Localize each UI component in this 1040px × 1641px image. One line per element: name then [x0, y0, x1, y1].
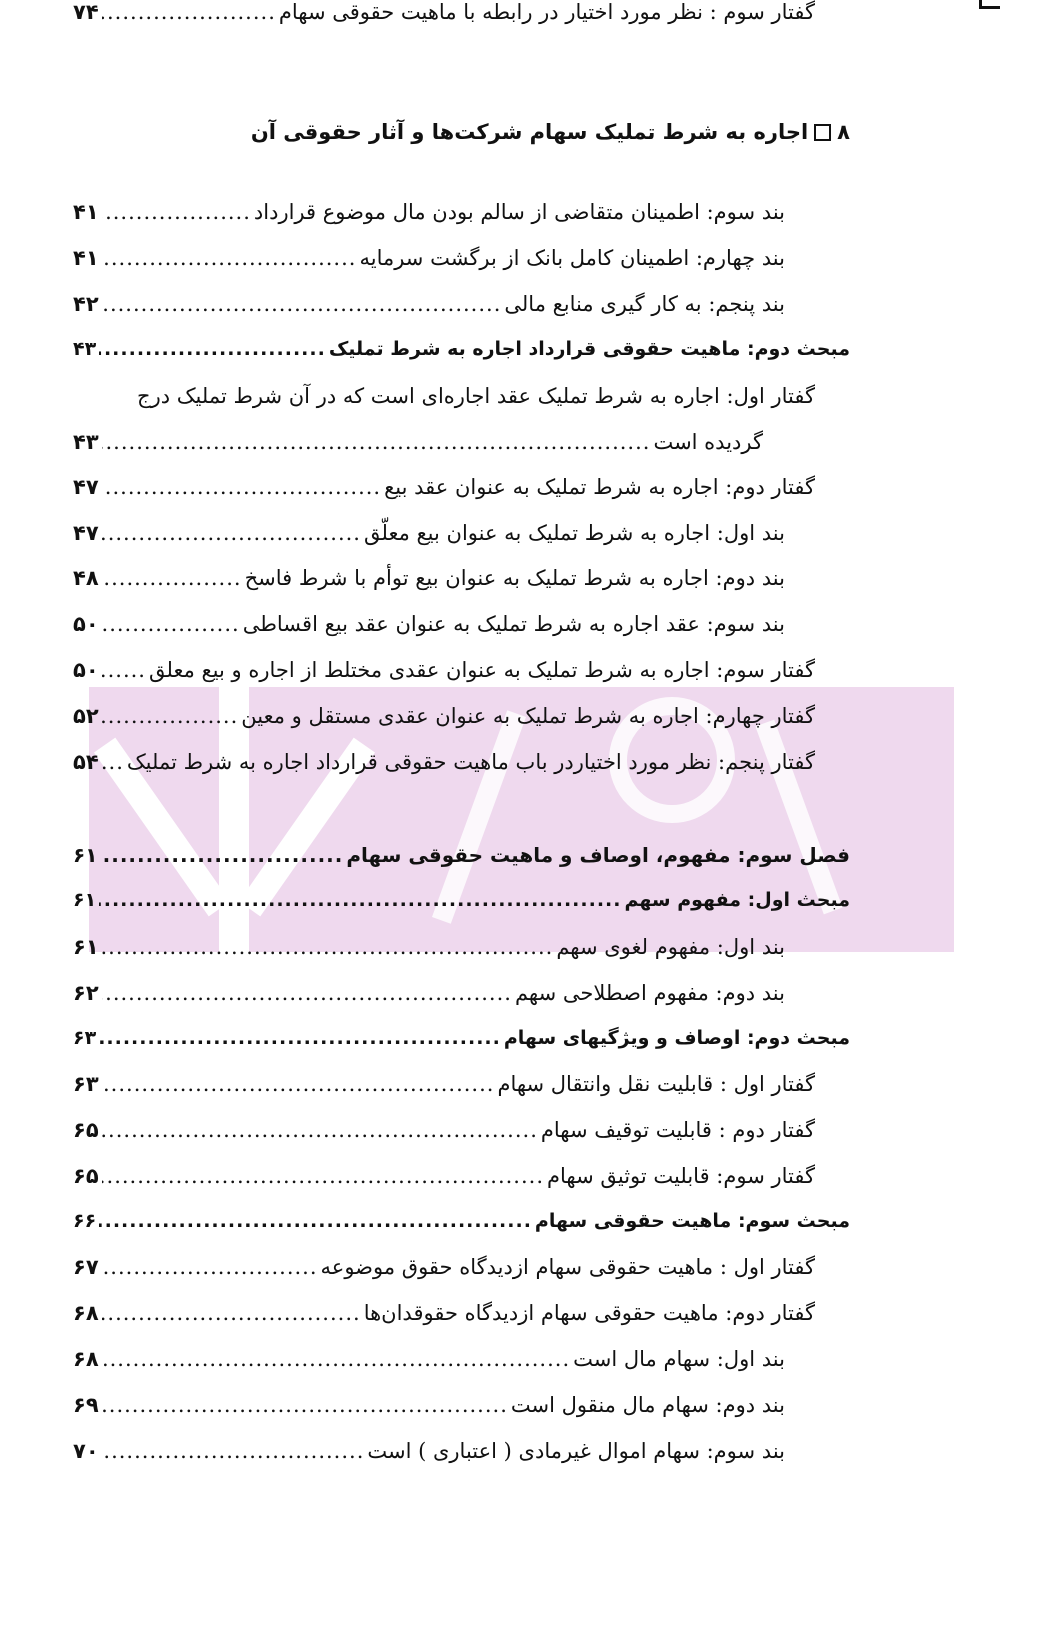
dot-leader	[102, 1118, 538, 1142]
toc-entry[interactable]	[73, 200, 785, 240]
toc-page-number: ۶۱	[73, 935, 99, 959]
toc-entry-title: بند سوم: سهام اموال غیرمادی ( اعتباری ) است	[367, 1439, 785, 1463]
toc-entry[interactable]	[73, 1027, 850, 1067]
toc-entry-title: گفتار سوم: اجاره به شرط تملیک به عنوان عقدی مختلط از اجاره و بیع معلق	[148, 658, 815, 682]
dot-leader	[102, 1072, 495, 1096]
dot-leader	[100, 843, 343, 867]
dot-leader	[99, 1210, 532, 1232]
toc-entry[interactable]	[73, 658, 815, 698]
toc-entry-title: مبحث دوم: ماهیت حقوقی قرارداد اجاره به شرط تملیک	[328, 338, 850, 360]
toc-page-number: ۶۳	[73, 1027, 97, 1049]
toc-entry-title: مبحث اول: مفهوم سهم	[624, 889, 850, 911]
dot-leader	[102, 430, 651, 454]
dot-leader	[102, 704, 239, 728]
toc-page-number: ۴۱	[73, 246, 99, 270]
toc-entry[interactable]	[73, 1118, 815, 1158]
running-header	[251, 120, 850, 144]
dot-leader	[102, 246, 357, 270]
toc-page-number: ۴۷	[73, 521, 99, 545]
toc-entry[interactable]	[73, 612, 785, 652]
toc-page-number: ۶۹	[73, 1393, 99, 1417]
dot-leader	[102, 1347, 571, 1371]
toc-entry[interactable]	[73, 1255, 815, 1295]
toc-entry[interactable]	[73, 246, 785, 286]
toc-page-number: ۶۷	[73, 1255, 99, 1279]
toc-entry-title: گردیده است	[653, 430, 763, 454]
toc-entry-title: بند اول: سهام مال است	[573, 1347, 785, 1371]
toc-entry[interactable]	[73, 475, 815, 515]
toc-page-number: ۴۱	[73, 200, 99, 224]
dot-leader	[102, 0, 276, 24]
toc-page-number: ۵۴	[73, 750, 99, 774]
toc-entry[interactable]	[73, 1439, 785, 1479]
toc-entry-title: بند چهارم: اطمینان کامل بانک از برگشت سرمایه	[359, 246, 785, 270]
toc-page-number: ۴۷	[73, 475, 99, 499]
toc-entry-title: گفتار دوم : قابلیت توقیف سهام	[540, 1118, 815, 1142]
toc-page-number: ۴۲	[73, 292, 99, 316]
toc-entry-title: گفتار دوم: ماهیت حقوقی سهام ازدیدگاه حقوقدان‌ها	[363, 1301, 815, 1325]
dot-leader	[99, 338, 326, 360]
toc-entry[interactable]	[73, 430, 763, 470]
toc-entry-title: بند دوم: سهام مال منقول است	[510, 1393, 785, 1417]
toc-entry[interactable]	[73, 1347, 785, 1387]
toc-entry[interactable]	[73, 566, 785, 606]
toc-entry-title: بند دوم: اجاره به شرط تملیک به عنوان بیع توأم با شرط فاسخ	[244, 566, 785, 590]
dot-leader	[99, 1027, 501, 1049]
toc-page-number: ۶۳	[73, 1072, 99, 1096]
toc-entry[interactable]	[73, 889, 850, 929]
dot-leader	[99, 889, 621, 911]
page-corner-mark	[979, 0, 1000, 9]
toc-page-number: ۶۶	[73, 1210, 97, 1232]
toc-entry[interactable]	[73, 935, 785, 975]
toc-entry[interactable]	[73, 981, 785, 1021]
toc-entry-title: بند سوم: اطمینان متقاضی از سالم بودن مال موضوع قرارداد	[253, 200, 785, 224]
toc-entry-title: گفتار پنجم: نظر مورد اختیاردر باب ماهیت حقوقی قرارداد اجاره به شرط تملیک	[126, 750, 815, 774]
toc-page-number: ۶۵	[73, 1118, 99, 1142]
toc-page-number: ۷۴	[73, 0, 99, 24]
dot-leader	[102, 200, 251, 224]
dot-leader	[102, 292, 502, 316]
dot-leader	[102, 1301, 361, 1325]
dot-leader	[102, 566, 242, 590]
toc-page-number: ۴۸	[73, 566, 99, 590]
toc-entry-title: مبحث سوم: ماهیت حقوقی سهام	[534, 1210, 850, 1232]
dot-leader	[102, 1439, 365, 1463]
toc-page-number: ۵۰	[73, 612, 99, 636]
toc-page-number: ۶۵	[73, 1164, 99, 1188]
dot-leader	[102, 935, 554, 959]
toc-page-number: ۵۰	[73, 658, 99, 682]
toc-entry[interactable]	[73, 1164, 815, 1204]
toc-page-number: ۶۱	[73, 843, 98, 867]
toc-entry[interactable]	[73, 1210, 850, 1250]
toc-page-number: ۶۸	[73, 1347, 99, 1371]
dot-leader	[102, 1164, 544, 1188]
toc-entry[interactable]	[73, 704, 815, 744]
dot-leader	[102, 612, 240, 636]
toc-entry-title: بند پنجم: به کار گیری منابع مالی	[504, 292, 785, 316]
toc-entry[interactable]	[73, 292, 785, 332]
toc-page-number: ۶۱	[73, 889, 97, 911]
toc-page-number: ۶۸	[73, 1301, 99, 1325]
dot-leader	[102, 475, 381, 499]
toc-entry-title: مبحث دوم: اوصاف و ویژگیهای سهام	[503, 1027, 850, 1049]
toc-entry[interactable]	[73, 338, 850, 378]
toc-entry-title: بند اول: مفهوم لغوی سهم	[556, 935, 785, 959]
toc-entry[interactable]	[73, 1393, 785, 1433]
toc-entry[interactable]	[73, 843, 850, 883]
toc-entry[interactable]	[73, 1072, 815, 1112]
dot-leader	[102, 981, 512, 1005]
toc-entry-title: بند اول: اجاره به شرط تملیک به عنوان بیع معلّق	[363, 521, 785, 545]
toc-entry[interactable]	[73, 1301, 815, 1341]
toc-entry-title: گفتار اول : قابلیت نقل وانتقال سهام	[497, 1072, 815, 1096]
toc-page-number: ۴۳	[73, 338, 97, 360]
toc-entry[interactable]	[73, 750, 815, 790]
toc-entry-title: گفتار چهارم: اجاره به شرط تملیک به عنوان عقدی مستقل و معین	[241, 704, 815, 728]
toc-page-number: ۵۲	[73, 704, 99, 728]
toc-entry-title: گفتار اول : ماهیت حقوقی سهام ازدیدگاه حقوق موضوعه	[320, 1255, 815, 1279]
toc-entry-title: گفتار سوم : نظر مورد اختیار در رابطه با ماهیت حقوقی سهام	[278, 0, 815, 24]
dot-leader	[102, 750, 124, 774]
dot-leader	[102, 1393, 508, 1417]
dot-leader	[102, 1255, 318, 1279]
toc-entry-line: گفتار اول: اجاره به شرط تملیک عقد اجاره‌ای است که در آن شرط تملیک درج	[137, 384, 815, 408]
dot-leader	[102, 521, 361, 545]
square-bullet-icon	[814, 124, 831, 141]
dot-leader	[102, 658, 146, 682]
toc-entry-title: گفتار دوم: اجاره به شرط تملیک به عنوان عقد بیع	[384, 475, 815, 499]
book-title: اجاره به شرط تملیک سهام شرکت‌ها و آثار حقوقی آن	[250, 120, 809, 144]
toc-entry-title: بند دوم: مفهوم اصطلاحی سهم	[514, 981, 785, 1005]
toc-page-number: ۶۲	[73, 981, 99, 1005]
toc-page-number: ۴۳	[73, 430, 99, 454]
toc-entry-title: فصل سوم: مفهوم، اوصاف و ماهیت حقوقی سهام	[346, 843, 850, 867]
toc-entry-title: گفتار سوم: قابلیت توثیق سهام	[547, 1164, 815, 1188]
toc-entry[interactable]	[73, 0, 815, 40]
toc-entry[interactable]	[73, 521, 785, 561]
page-number: ۸	[837, 120, 850, 144]
toc-entry-title: بند سوم: عقد اجاره به شرط تملیک به عنوان عقد بیع اقساطی	[242, 612, 785, 636]
toc-page-number: ۷۰	[73, 1439, 99, 1463]
